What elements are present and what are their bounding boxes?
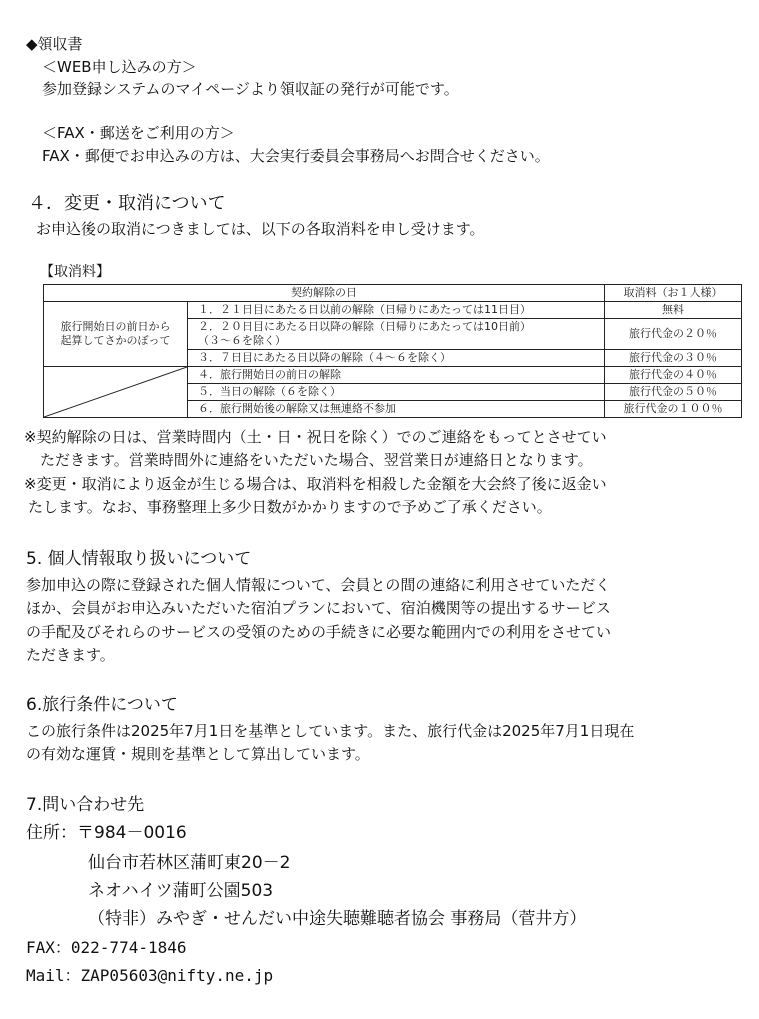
group-label bbox=[44, 302, 188, 367]
section5-line: 参加申込の際に登録された個人情報について、会員との間の連絡に利用させていただく bbox=[26, 576, 611, 594]
receipt-heading: ◆領収書 bbox=[26, 35, 83, 53]
empty-diagonal-cell bbox=[44, 367, 188, 418]
table-row bbox=[44, 302, 742, 319]
note1-line2: ただきます。営業時間外に連絡をいただいた場合、翌営業日が連絡日となります。 bbox=[40, 451, 593, 469]
address-line1: 仙台市若林区蒲町東20－2 bbox=[88, 853, 291, 873]
row-item: １．２１日目にあたる日以前の解除（日帰りにあたっては11日目） bbox=[188, 302, 605, 319]
row-item: ６．旅行開始後の解除又は無連絡不参加 bbox=[188, 401, 605, 418]
mail-address[interactable]: Mail：ZAP05603@nifty.ne.jp bbox=[26, 966, 274, 985]
fax-applicant-text: FAX・郵便でお申込みの方は、大会実行委員会事務局へお問合せください。 bbox=[42, 147, 550, 165]
header-cancellation-fee: 取消料（お１人様） bbox=[605, 285, 742, 302]
row-item-line1: ２．２０日目にあたる日以降の解除（日帰りにあたっては10日前） bbox=[198, 320, 531, 333]
row-fee: 旅行代金の２０％ bbox=[605, 319, 742, 350]
section5-line: の手配及びそれらのサービスの受領のための手続きに必要な範囲内での利用をさせてい bbox=[26, 623, 612, 641]
diagonal-line bbox=[44, 367, 187, 417]
section5-line: ほか、会員がお申込みいただいた宿泊プランにおいて、宿泊機関等の提出するサービス bbox=[26, 599, 611, 617]
row-item: ３．７日目にあたる日以降の解除（４～６を除く） bbox=[188, 350, 605, 367]
section6-heading: 6.旅行条件について bbox=[26, 695, 178, 715]
section5-heading: 5. 個人情報取り扱いについて bbox=[26, 549, 252, 569]
row-fee: 旅行代金の４０％ bbox=[605, 367, 742, 384]
header-cancellation-date: 契約解除の日 bbox=[44, 285, 605, 302]
section4-intro: お申込後の取消につきましては、以下の各取消料を申し受けます。 bbox=[36, 220, 485, 238]
note1-line1: ※契約解除の日は、営業時間内（土・日・祝日を除く）でのご連絡をもってとさせてい bbox=[24, 428, 607, 446]
row-fee: 旅行代金の５０％ bbox=[605, 384, 742, 401]
section4-heading: ４．変更・取消について bbox=[28, 193, 226, 214]
section7-heading: 7.問い合わせ先 bbox=[26, 795, 145, 815]
group-label-line1: 旅行開始日の前日から bbox=[60, 320, 171, 333]
cancellation-fee-caption: 【取消料】 bbox=[40, 264, 110, 280]
section5-line: ただきます。 bbox=[26, 646, 115, 664]
web-applicant-label: ＜WEB申し込みの方＞ bbox=[42, 58, 197, 76]
note2-line1: ※変更・取消により返金が生じる場合は、取消料を相殺した金額を大会終了後に返金い bbox=[24, 475, 607, 493]
table-header-row bbox=[44, 285, 742, 302]
cancellation-fee-table bbox=[43, 284, 742, 418]
row-fee: 旅行代金の１００％ bbox=[605, 401, 742, 418]
row-item: ４．旅行開始日の前日の解除 bbox=[188, 367, 605, 384]
row-item bbox=[188, 319, 605, 350]
fax-applicant-label: ＜FAX・郵送をご利用の方＞ bbox=[42, 124, 235, 142]
address-line3: （特非）みやぎ・せんだい中途失聴難聴者協会 事務局（菅井方） bbox=[88, 909, 587, 929]
address-line2: ネオハイツ蒲町公園503 bbox=[88, 881, 274, 901]
address-label: 住所：〒984－0016 bbox=[26, 823, 187, 843]
note2-line2: たします。なお、事務整理上多少日数がかかりますので予めご了承ください。 bbox=[28, 498, 552, 516]
group-label-line2: 起算してさかのぼって bbox=[60, 334, 171, 347]
row-fee: 無料 bbox=[605, 302, 742, 319]
section6-line: この旅行条件は2025年7月1日を基準としています。また、旅行代金は2025年7月1日現在 bbox=[26, 722, 635, 740]
fax-number: FAX：022-774-1846 bbox=[26, 938, 187, 957]
row-fee: 旅行代金の３０％ bbox=[605, 350, 742, 367]
web-applicant-text: 参加登録システムのマイページより領収証の発行が可能です。 bbox=[42, 80, 459, 98]
table-row bbox=[44, 367, 742, 384]
row-item-line2: （３～６を除く） bbox=[198, 334, 286, 347]
section6-line: の有効な運賃・規則を基準として算出しています。 bbox=[26, 745, 370, 763]
row-item: ５．当日の解除（６を除く） bbox=[188, 384, 605, 401]
